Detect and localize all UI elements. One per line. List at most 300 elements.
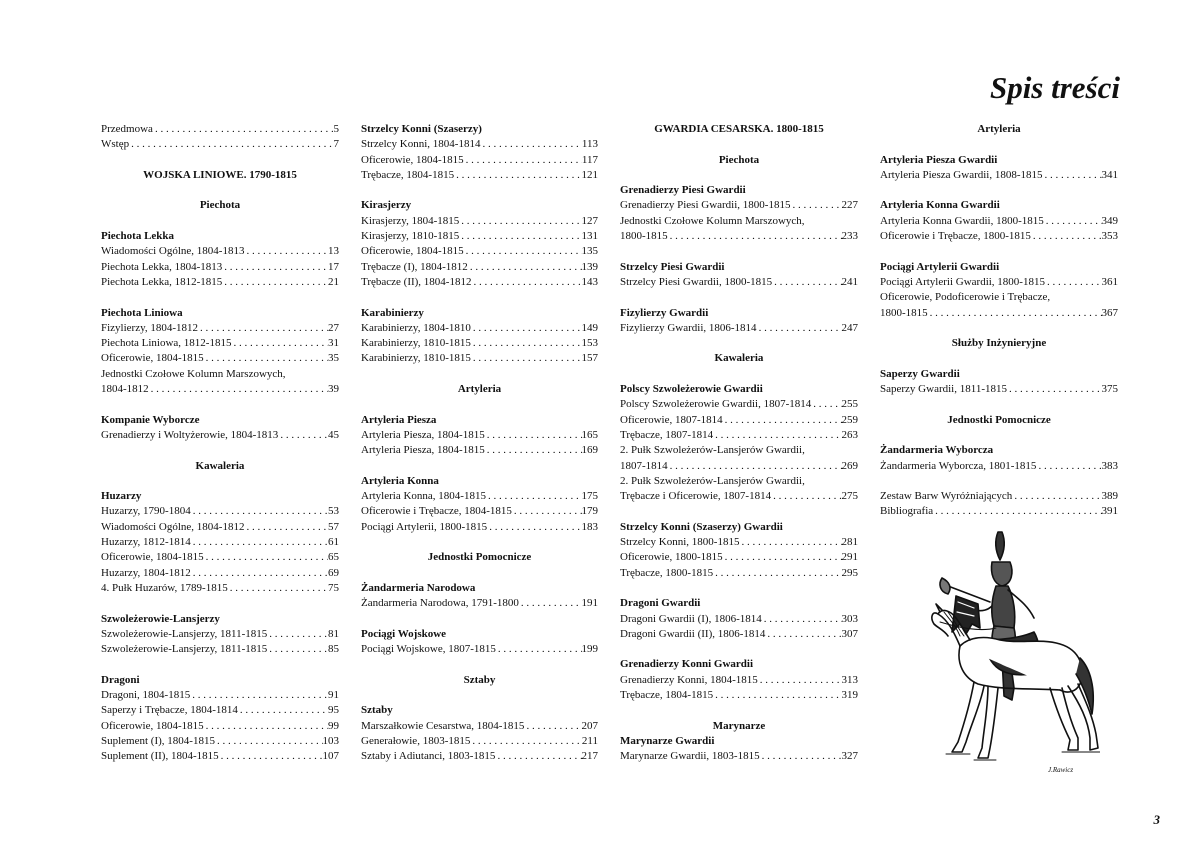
toc-entry[interactable] bbox=[101, 351, 339, 366]
toc-entry[interactable] bbox=[101, 535, 339, 550]
toc-entry-title: Oficerowie, 1804-1815 bbox=[361, 153, 464, 166]
spacer bbox=[880, 351, 1118, 366]
toc-entry-title: Saperzy Gwardii, 1811-1815 bbox=[880, 383, 1007, 396]
subsection-heading: Kompanie Wyborcze bbox=[101, 413, 200, 426]
toc-entry-title: Żandarmeria Wyborcza, 1801-1815 bbox=[880, 459, 1037, 472]
toc-entry-page: 217 bbox=[581, 750, 598, 763]
toc-entry[interactable] bbox=[620, 397, 858, 412]
toc-entry[interactable] bbox=[361, 260, 598, 275]
toc-entry-page: 149 bbox=[581, 321, 598, 334]
spacer bbox=[620, 504, 858, 519]
section-heading: Piechota bbox=[718, 153, 760, 166]
toc-entry[interactable] bbox=[101, 642, 339, 657]
toc-entry-page: 157 bbox=[581, 352, 598, 365]
toc-entry-page: 319 bbox=[841, 688, 858, 701]
toc-entry[interactable] bbox=[880, 229, 1118, 244]
spacer bbox=[101, 443, 339, 458]
toc-entry[interactable] bbox=[101, 275, 339, 290]
subsection-heading: Grenadierzy Konni Gwardii bbox=[620, 658, 754, 671]
toc-entry-page: 131 bbox=[581, 230, 598, 243]
toc-entry[interactable] bbox=[361, 336, 598, 351]
toc-entry-continued: Jednostki Czołowe Kolumn Marszowych, bbox=[620, 214, 805, 227]
toc-entry[interactable] bbox=[620, 489, 858, 504]
dot-leader bbox=[222, 275, 328, 290]
dot-leader bbox=[519, 596, 582, 611]
toc-entry-title: Artyleria Piesza Gwardii, 1808-1815 bbox=[880, 168, 1043, 181]
section-heading: Sztaby bbox=[463, 673, 496, 686]
subsection-heading: Piechota Liniowa bbox=[101, 306, 183, 319]
spacer bbox=[361, 459, 598, 474]
spacer bbox=[880, 397, 1118, 412]
toc-entry[interactable] bbox=[620, 198, 858, 213]
toc-entry-page: 313 bbox=[841, 673, 858, 686]
toc-entry-page: 307 bbox=[841, 627, 858, 640]
spacer bbox=[361, 397, 598, 412]
dot-leader bbox=[739, 535, 841, 550]
toc-entry-page: 291 bbox=[841, 551, 858, 564]
toc-entry[interactable] bbox=[361, 749, 598, 764]
toc-entry-title: Huzarzy, 1790-1804 bbox=[101, 505, 191, 518]
toc-entry-page: 69 bbox=[328, 566, 339, 579]
toc-entry-page: 21 bbox=[328, 275, 339, 288]
toc-entry-continued: Jednostki Czołowe Kolumn Marszowych, bbox=[101, 367, 286, 380]
toc-entry-page: 391 bbox=[1101, 505, 1118, 518]
dot-leader bbox=[470, 734, 582, 749]
toc-entry-page: 117 bbox=[581, 153, 598, 166]
toc-entry[interactable] bbox=[620, 550, 858, 565]
toc-entry[interactable] bbox=[101, 703, 339, 718]
toc-entry-continued: 2. Pułk Szwoleżerów-Lansjerów Gwardii, bbox=[620, 444, 805, 457]
dot-leader bbox=[454, 168, 581, 183]
toc-entry-title: Trębacze, 1807-1814 bbox=[620, 428, 714, 441]
toc-entry[interactable] bbox=[361, 734, 598, 749]
toc-entry-page: 65 bbox=[328, 551, 339, 564]
toc-entry-page: 259 bbox=[841, 413, 858, 426]
toc-entry[interactable] bbox=[620, 612, 858, 627]
toc-entry-page: 375 bbox=[1101, 383, 1118, 396]
toc-entry-page: 53 bbox=[328, 505, 339, 518]
spacer bbox=[361, 566, 598, 581]
toc-entry[interactable] bbox=[620, 749, 858, 764]
spacer bbox=[101, 183, 339, 198]
spacer bbox=[620, 244, 858, 259]
toc-entry-page: 57 bbox=[328, 520, 339, 533]
toc-entry-title: Karabinierzy, 1810-1815 bbox=[361, 337, 471, 350]
subsection-heading: Artyleria Piesza Gwardii bbox=[880, 153, 998, 166]
dot-leader bbox=[153, 122, 334, 137]
toc-entry[interactable] bbox=[101, 321, 339, 336]
toc-entry-page: 269 bbox=[841, 459, 858, 472]
dot-leader bbox=[238, 703, 328, 718]
trumpeter-illustration bbox=[930, 528, 1100, 778]
dot-leader bbox=[204, 550, 328, 565]
toc-entry[interactable] bbox=[101, 734, 339, 749]
toc-entry[interactable] bbox=[101, 520, 339, 535]
toc-entry-title: Trębacze, 1804-1815 bbox=[361, 168, 455, 181]
toc-entry[interactable] bbox=[361, 428, 598, 443]
toc-entry-page: 361 bbox=[1101, 275, 1118, 288]
toc-entry-title: Strzelcy Konni, 1800-1815 bbox=[620, 536, 740, 549]
dot-leader bbox=[713, 566, 841, 581]
subsection-heading: Saperzy Gwardii bbox=[880, 367, 960, 380]
subsection-heading: Sztaby bbox=[361, 704, 393, 717]
toc-entry-title: Pociągi Artylerii Gwardii, 1800-1815 bbox=[880, 275, 1045, 288]
toc-entry-page: 95 bbox=[328, 704, 339, 717]
toc-entry[interactable] bbox=[361, 244, 598, 259]
toc-entry[interactable] bbox=[880, 306, 1118, 321]
toc-entry[interactable] bbox=[880, 275, 1118, 290]
toc-entry[interactable] bbox=[101, 244, 339, 259]
spacer bbox=[101, 214, 339, 229]
dot-leader bbox=[149, 382, 328, 397]
toc-entry-title: Karabinierzy, 1804-1810 bbox=[361, 321, 471, 334]
toc-entry-page: 139 bbox=[581, 260, 598, 273]
signature: J.Rawicz bbox=[1048, 766, 1074, 774]
toc-entry-title: Grenadierzy Konni, 1804-1815 bbox=[620, 673, 758, 686]
toc-entry-title: Piechota Liniowa, 1812-1815 bbox=[101, 337, 232, 350]
spacer bbox=[361, 612, 598, 627]
dot-leader bbox=[222, 260, 328, 275]
toc-entry-page: 303 bbox=[841, 612, 858, 625]
toc-entry[interactable] bbox=[361, 229, 598, 244]
dot-leader bbox=[464, 244, 582, 259]
subsection-heading: Artyleria Konna Gwardii bbox=[880, 199, 1000, 212]
dot-leader bbox=[762, 612, 842, 627]
toc-entry-title: Szwoleżerowie-Lansjerzy, 1811-1815 bbox=[101, 627, 268, 640]
spacer bbox=[880, 321, 1118, 336]
toc-column-3 bbox=[620, 122, 858, 764]
dot-leader bbox=[1045, 275, 1102, 290]
toc-entry[interactable] bbox=[620, 428, 858, 443]
dot-leader bbox=[468, 260, 582, 275]
subsection-heading: Pociągi Artylerii Gwardii bbox=[880, 260, 1000, 273]
toc-entry[interactable] bbox=[620, 459, 858, 474]
toc-entry[interactable] bbox=[361, 642, 598, 657]
spacer bbox=[361, 688, 598, 703]
toc-entry-title: Dragoni, 1804-1815 bbox=[101, 688, 191, 701]
toc-entry-title: Karabinierzy, 1810-1815 bbox=[361, 352, 471, 365]
toc-entry[interactable] bbox=[880, 214, 1118, 229]
dot-leader bbox=[480, 137, 581, 152]
toc-entry[interactable] bbox=[620, 229, 858, 244]
dot-leader bbox=[757, 321, 842, 336]
toc-entry-page: 207 bbox=[581, 719, 598, 732]
toc-entry[interactable] bbox=[361, 504, 598, 519]
toc-entry-title: Huzarzy, 1804-1812 bbox=[101, 566, 191, 579]
toc-entry[interactable] bbox=[620, 535, 858, 550]
toc-entry-page: 45 bbox=[328, 428, 339, 441]
spacer bbox=[620, 336, 858, 351]
dot-leader bbox=[1007, 382, 1102, 397]
toc-entry-title: Trębacze, 1804-1815 bbox=[620, 688, 714, 701]
toc-entry-title: Wstęp bbox=[101, 138, 130, 151]
toc-entry-page: 175 bbox=[581, 490, 598, 503]
toc-entry-title: Oficerowie, 1807-1814 bbox=[620, 413, 723, 426]
toc-entry[interactable] bbox=[101, 550, 339, 565]
toc-entry-title: Artyleria Konna, 1804-1815 bbox=[361, 490, 486, 503]
toc-entry[interactable] bbox=[620, 627, 858, 642]
toc-entry-page: 349 bbox=[1101, 214, 1118, 227]
page-title: Spis treści bbox=[989, 70, 1120, 105]
toc-entry[interactable] bbox=[101, 122, 339, 137]
toc-entry[interactable] bbox=[620, 566, 858, 581]
dot-leader bbox=[471, 351, 582, 366]
toc-entry[interactable] bbox=[361, 153, 598, 168]
subsection-heading: Piechota Lekka bbox=[101, 230, 175, 243]
spacer bbox=[361, 183, 598, 198]
subsection-heading: Żandarmeria Narodowa bbox=[361, 581, 476, 594]
dot-leader bbox=[524, 719, 581, 734]
spacer bbox=[361, 290, 598, 305]
toc-entry-title: Suplement (II), 1804-1815 bbox=[101, 750, 219, 763]
spacer bbox=[620, 168, 858, 183]
dot-leader bbox=[204, 351, 328, 366]
spacer bbox=[101, 596, 339, 611]
toc-entry[interactable] bbox=[880, 489, 1118, 504]
dot-leader bbox=[790, 198, 841, 213]
toc-entry[interactable] bbox=[361, 137, 598, 152]
toc-entry-title: Oficerowie, 1800-1815 bbox=[620, 551, 723, 564]
spacer bbox=[880, 428, 1118, 443]
toc-entry-page: 263 bbox=[841, 428, 858, 441]
dot-leader bbox=[487, 520, 581, 535]
toc-entry-title: 1800-1815 bbox=[620, 230, 668, 243]
dot-leader bbox=[495, 749, 581, 764]
dot-leader bbox=[1044, 214, 1102, 229]
subsection-heading: Grenadierzy Piesi Gwardii bbox=[620, 184, 746, 197]
dot-leader bbox=[928, 306, 1102, 321]
toc-entry-title: Artyleria Piesza, 1804-1815 bbox=[361, 444, 485, 457]
toc-entry[interactable] bbox=[101, 749, 339, 764]
toc-entry-title: Sztaby i Adiutanci, 1803-1815 bbox=[361, 750, 496, 763]
toc-entry-page: 255 bbox=[841, 398, 858, 411]
toc-entry-title: Trębacze i Oficerowie, 1807-1814 bbox=[620, 490, 772, 503]
toc-entry-page: 233 bbox=[841, 230, 858, 243]
subsection-heading: Żandarmeria Wyborcza bbox=[880, 444, 994, 457]
toc-entry[interactable] bbox=[361, 719, 598, 734]
toc-entry-title: Grenadierzy Piesi Gwardii, 1800-1815 bbox=[620, 199, 791, 212]
toc-entry-continued: Oficerowie, Podoficerowie i Trębacze, bbox=[880, 291, 1051, 304]
section-heading: Służby Inżynieryjne bbox=[951, 337, 1047, 350]
toc-entry[interactable] bbox=[101, 260, 339, 275]
subsection-heading: Pociągi Wojskowe bbox=[361, 627, 447, 640]
toc-entry-title: Zestaw Barw Wyróżniających bbox=[880, 490, 1013, 503]
toc-entry-title: Przedmowa bbox=[101, 123, 153, 135]
toc-entry-title: Oficerowie i Trębacze, 1804-1815 bbox=[361, 505, 512, 518]
toc-entry-page: 179 bbox=[581, 505, 598, 518]
toc-entry-page: 389 bbox=[1101, 490, 1118, 503]
toc-entry[interactable] bbox=[361, 443, 598, 458]
toc-entry-title: Generałowie, 1803-1815 bbox=[361, 734, 471, 747]
page-number: 3 bbox=[1153, 812, 1160, 827]
dot-leader bbox=[771, 489, 841, 504]
toc-entry[interactable] bbox=[880, 382, 1118, 397]
subsection-heading: Artyleria Konna bbox=[361, 474, 439, 487]
toc-entry-page: 341 bbox=[1101, 168, 1118, 181]
spacer bbox=[880, 183, 1118, 198]
toc-entry-page: 165 bbox=[581, 428, 598, 441]
subsection-heading: Strzelcy Konni (Szaserzy) Gwardii bbox=[620, 520, 783, 533]
dot-leader bbox=[758, 673, 842, 688]
toc-entry[interactable] bbox=[101, 137, 339, 152]
toc-entry-title: 1800-1815 bbox=[880, 306, 928, 319]
dot-leader bbox=[713, 428, 841, 443]
spacer bbox=[101, 474, 339, 489]
dot-leader bbox=[129, 137, 333, 152]
toc-entry-title: Trębacze, 1800-1815 bbox=[620, 566, 714, 579]
spacer bbox=[101, 397, 339, 412]
toc-entry-page: 99 bbox=[328, 719, 339, 732]
section-heading: Jednostki Pomocnicze bbox=[947, 413, 1051, 426]
dot-leader bbox=[215, 734, 323, 749]
toc-entry-title: Artyleria Konna Gwardii, 1800-1815 bbox=[880, 214, 1044, 227]
dot-leader bbox=[496, 642, 582, 657]
toc-entry-title: Marynarze Gwardii, 1803-1815 bbox=[620, 750, 760, 763]
dot-leader bbox=[267, 627, 328, 642]
toc-entry-title: Pociągi Artylerii, 1800-1815 bbox=[361, 520, 488, 533]
toc-entry-title: Bibliografia bbox=[880, 505, 934, 518]
toc-entry[interactable] bbox=[361, 351, 598, 366]
toc-entry[interactable] bbox=[361, 275, 598, 290]
spacer bbox=[101, 153, 339, 168]
dot-leader bbox=[811, 397, 841, 412]
dot-leader bbox=[191, 504, 328, 519]
toc-entry[interactable] bbox=[361, 321, 598, 336]
toc-entry-title: 1807-1814 bbox=[620, 459, 668, 472]
toc-entry-title: Suplement (I), 1804-1815 bbox=[101, 734, 215, 747]
toc-entry-page: 191 bbox=[581, 597, 598, 610]
toc-entry-title: Polscy Szwoleżerowie Gwardii, 1807-1814 bbox=[620, 398, 812, 411]
section-heading: Marynarze bbox=[712, 719, 766, 732]
toc-entry-page: 295 bbox=[841, 566, 858, 579]
dot-leader bbox=[668, 229, 842, 244]
subsection-heading: Fizylierzy Gwardii bbox=[620, 306, 709, 319]
toc-entry[interactable] bbox=[361, 520, 598, 535]
section-heading: WOJSKA LINIOWE. 1790-1815 bbox=[143, 168, 297, 181]
toc-entry[interactable] bbox=[880, 459, 1118, 474]
toc-entry[interactable] bbox=[101, 581, 339, 596]
toc-entry-page: 353 bbox=[1101, 230, 1118, 243]
dot-leader bbox=[244, 520, 328, 535]
toc-entry-title: 1804-1812 bbox=[101, 383, 149, 396]
dot-leader bbox=[204, 719, 328, 734]
spacer bbox=[880, 474, 1118, 489]
toc-entry-page: 383 bbox=[1101, 459, 1118, 472]
spacer bbox=[880, 244, 1118, 259]
spacer bbox=[620, 137, 858, 152]
toc-entry[interactable] bbox=[620, 321, 858, 336]
toc-entry-title: Grenadierzy i Woltyżerowie, 1804-1813 bbox=[101, 428, 279, 441]
toc-entry-title: Szwoleżerowie-Lansjerzy, 1811-1815 bbox=[101, 643, 268, 656]
toc-entry-page: 281 bbox=[841, 536, 858, 549]
spacer bbox=[361, 367, 598, 382]
toc-entry[interactable] bbox=[620, 688, 858, 703]
toc-entry[interactable] bbox=[361, 214, 598, 229]
section-heading: Kawaleria bbox=[714, 352, 764, 365]
spacer bbox=[880, 137, 1118, 152]
toc-entry-page: 17 bbox=[328, 260, 339, 273]
dot-leader bbox=[760, 749, 842, 764]
dot-leader bbox=[1031, 229, 1102, 244]
toc-entry[interactable] bbox=[101, 504, 339, 519]
toc-entry[interactable] bbox=[101, 627, 339, 642]
toc-entry[interactable] bbox=[361, 596, 598, 611]
section-heading: Jednostki Pomocnicze bbox=[427, 551, 532, 564]
dot-leader bbox=[772, 275, 841, 290]
toc-entry-title: Fizylierzy, 1804-1812 bbox=[101, 321, 199, 334]
toc-entry-page: 327 bbox=[841, 750, 858, 763]
toc-entry-page: 367 bbox=[1101, 306, 1118, 319]
spacer bbox=[620, 290, 858, 305]
toc-entry-title: Wiadomości Ogólne, 1804-1813 bbox=[101, 245, 245, 258]
toc-entry-title: Oficerowie, 1804-1815 bbox=[101, 551, 204, 564]
dot-leader bbox=[933, 504, 1101, 519]
toc-entry-title: Strzelcy Piesi Gwardii, 1800-1815 bbox=[620, 275, 773, 288]
toc-entry-title: Piechota Lekka, 1812-1815 bbox=[101, 275, 223, 288]
dot-leader bbox=[219, 749, 323, 764]
subsection-heading: Karabinierzy bbox=[361, 306, 424, 319]
toc-entry[interactable] bbox=[361, 489, 598, 504]
toc-entry-title: Oficerowie, 1804-1815 bbox=[101, 352, 204, 365]
toc-entry[interactable] bbox=[880, 504, 1118, 519]
toc-entry[interactable] bbox=[361, 168, 598, 183]
toc-entry-page: 5 bbox=[333, 123, 339, 135]
toc-entry-title: Oficerowie, 1804-1815 bbox=[101, 719, 204, 732]
toc-entry-page: 61 bbox=[328, 536, 339, 549]
section-heading: Artyleria bbox=[977, 123, 1021, 135]
toc-entry[interactable] bbox=[101, 688, 339, 703]
toc-entry[interactable] bbox=[101, 719, 339, 734]
toc-entry-title: Dragoni Gwardii (II), 1806-1814 bbox=[620, 627, 766, 640]
dot-leader bbox=[191, 535, 328, 550]
toc-entry[interactable] bbox=[620, 413, 858, 428]
toc-entry[interactable] bbox=[620, 275, 858, 290]
toc-entry[interactable] bbox=[101, 566, 339, 581]
dot-leader bbox=[471, 321, 582, 336]
toc-entry[interactable] bbox=[880, 168, 1118, 183]
subsection-heading: Marynarze Gwardii bbox=[620, 734, 715, 747]
section-heading: GWARDIA CESARSKA. 1800-1815 bbox=[654, 123, 824, 135]
toc-entry-page: 127 bbox=[581, 214, 598, 227]
toc-entry-page: 27 bbox=[328, 321, 339, 334]
toc-entry-title: Marszałkowie Cesarstwa, 1804-1815 bbox=[361, 719, 525, 732]
toc-entry-title: Kirasjerzy, 1804-1815 bbox=[361, 214, 460, 227]
toc-entry-title: Kirasjerzy, 1810-1815 bbox=[361, 230, 460, 243]
toc-entry-page: 103 bbox=[322, 734, 339, 747]
spacer bbox=[620, 581, 858, 596]
toc-entry-page: 107 bbox=[322, 750, 339, 763]
toc-entry-title: Wiadomości Ogólne, 1804-1812 bbox=[101, 520, 245, 533]
toc-entry[interactable] bbox=[620, 673, 858, 688]
dot-leader bbox=[471, 275, 581, 290]
dot-leader bbox=[278, 428, 328, 443]
dot-leader bbox=[198, 321, 328, 336]
toc-entry-page: 153 bbox=[581, 337, 598, 350]
toc-entry[interactable] bbox=[101, 382, 339, 397]
toc-entry-page: 247 bbox=[841, 321, 858, 334]
spacer bbox=[361, 535, 598, 550]
dot-leader bbox=[723, 550, 842, 565]
dot-leader bbox=[765, 627, 841, 642]
dot-leader bbox=[267, 642, 328, 657]
subsection-heading: Dragoni bbox=[101, 673, 140, 686]
toc-entry-page: 143 bbox=[581, 275, 598, 288]
dot-leader bbox=[228, 581, 328, 596]
toc-entry-title: Oficerowie i Trębacze, 1800-1815 bbox=[880, 230, 1031, 243]
toc-entry[interactable] bbox=[101, 336, 339, 351]
toc-entry[interactable] bbox=[101, 428, 339, 443]
toc-entry-title: Żandarmeria Narodowa, 1791-1800 bbox=[361, 597, 519, 610]
